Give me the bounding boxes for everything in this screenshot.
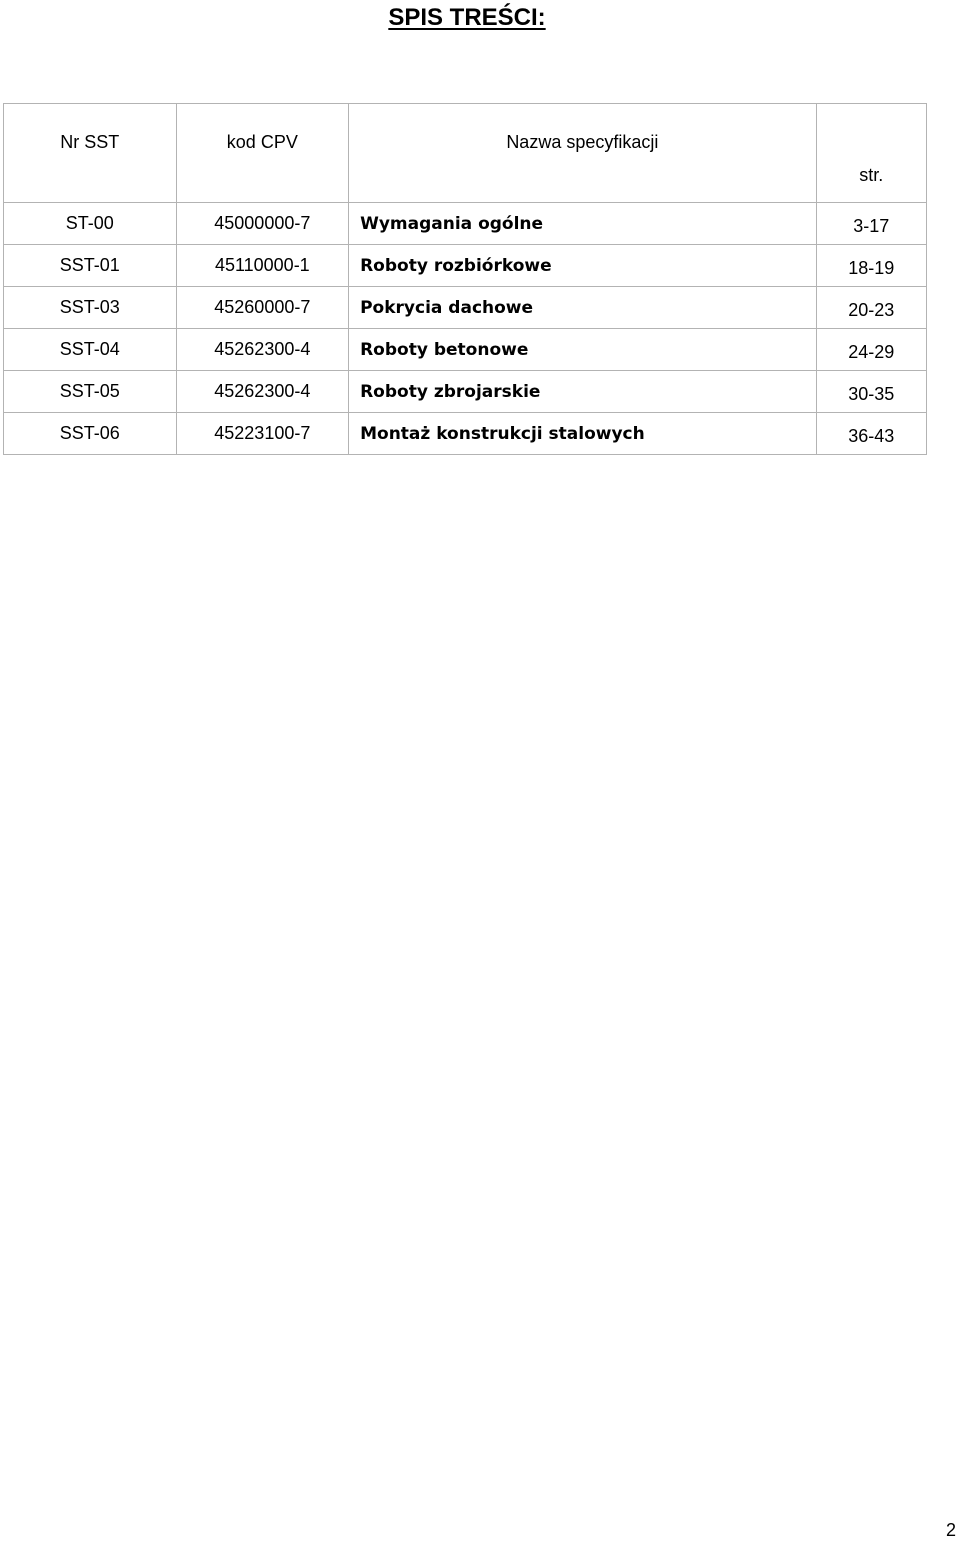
cell-name: Pokrycia dachowe: [349, 287, 817, 329]
cell-pages: 36-43: [816, 413, 926, 455]
table-row: [4, 371, 927, 413]
cell-nr: SST-01: [4, 245, 177, 287]
cell-pages: 20-23: [816, 287, 926, 329]
cell-cpv: 45000000-7: [176, 203, 349, 245]
table-of-contents: [3, 103, 927, 455]
header-spec-name: Nazwa specyfikacji: [349, 104, 817, 203]
cell-cpv: 45262300-4: [176, 371, 349, 413]
cell-pages: 18-19: [816, 245, 926, 287]
cell-name: Roboty betonowe: [349, 329, 817, 371]
cell-pages: 24-29: [816, 329, 926, 371]
header-page: str.: [816, 104, 926, 203]
header-cpv-code: kod CPV: [176, 104, 349, 203]
table-header-row: [4, 104, 927, 203]
table-row: [4, 203, 927, 245]
page-number: 2: [945, 1520, 956, 1540]
cell-nr: ST-00: [4, 203, 177, 245]
cell-name: Roboty zbrojarskie: [349, 371, 817, 413]
cell-name: Wymagania ogólne: [349, 203, 817, 245]
table-row: [4, 329, 927, 371]
table-row: [4, 413, 927, 455]
cell-nr: SST-05: [4, 371, 177, 413]
cell-nr: SST-03: [4, 287, 177, 329]
cell-name: Montaż konstrukcji stalowych: [349, 413, 817, 455]
table-row: [4, 287, 927, 329]
document-title: SPIS TREŚCI:: [388, 4, 546, 31]
cell-pages: 3-17: [816, 203, 926, 245]
cell-nr: SST-06: [4, 413, 177, 455]
cell-pages: 30-35: [816, 371, 926, 413]
cell-name: Roboty rozbiórkowe: [349, 245, 817, 287]
cell-cpv: 45260000-7: [176, 287, 349, 329]
table-row: [4, 245, 927, 287]
cell-cpv: 45110000-1: [176, 245, 349, 287]
header-nr-sst: Nr SST: [4, 104, 177, 203]
cell-nr: SST-04: [4, 329, 177, 371]
cell-cpv: 45223100-7: [176, 413, 349, 455]
cell-cpv: 45262300-4: [176, 329, 349, 371]
